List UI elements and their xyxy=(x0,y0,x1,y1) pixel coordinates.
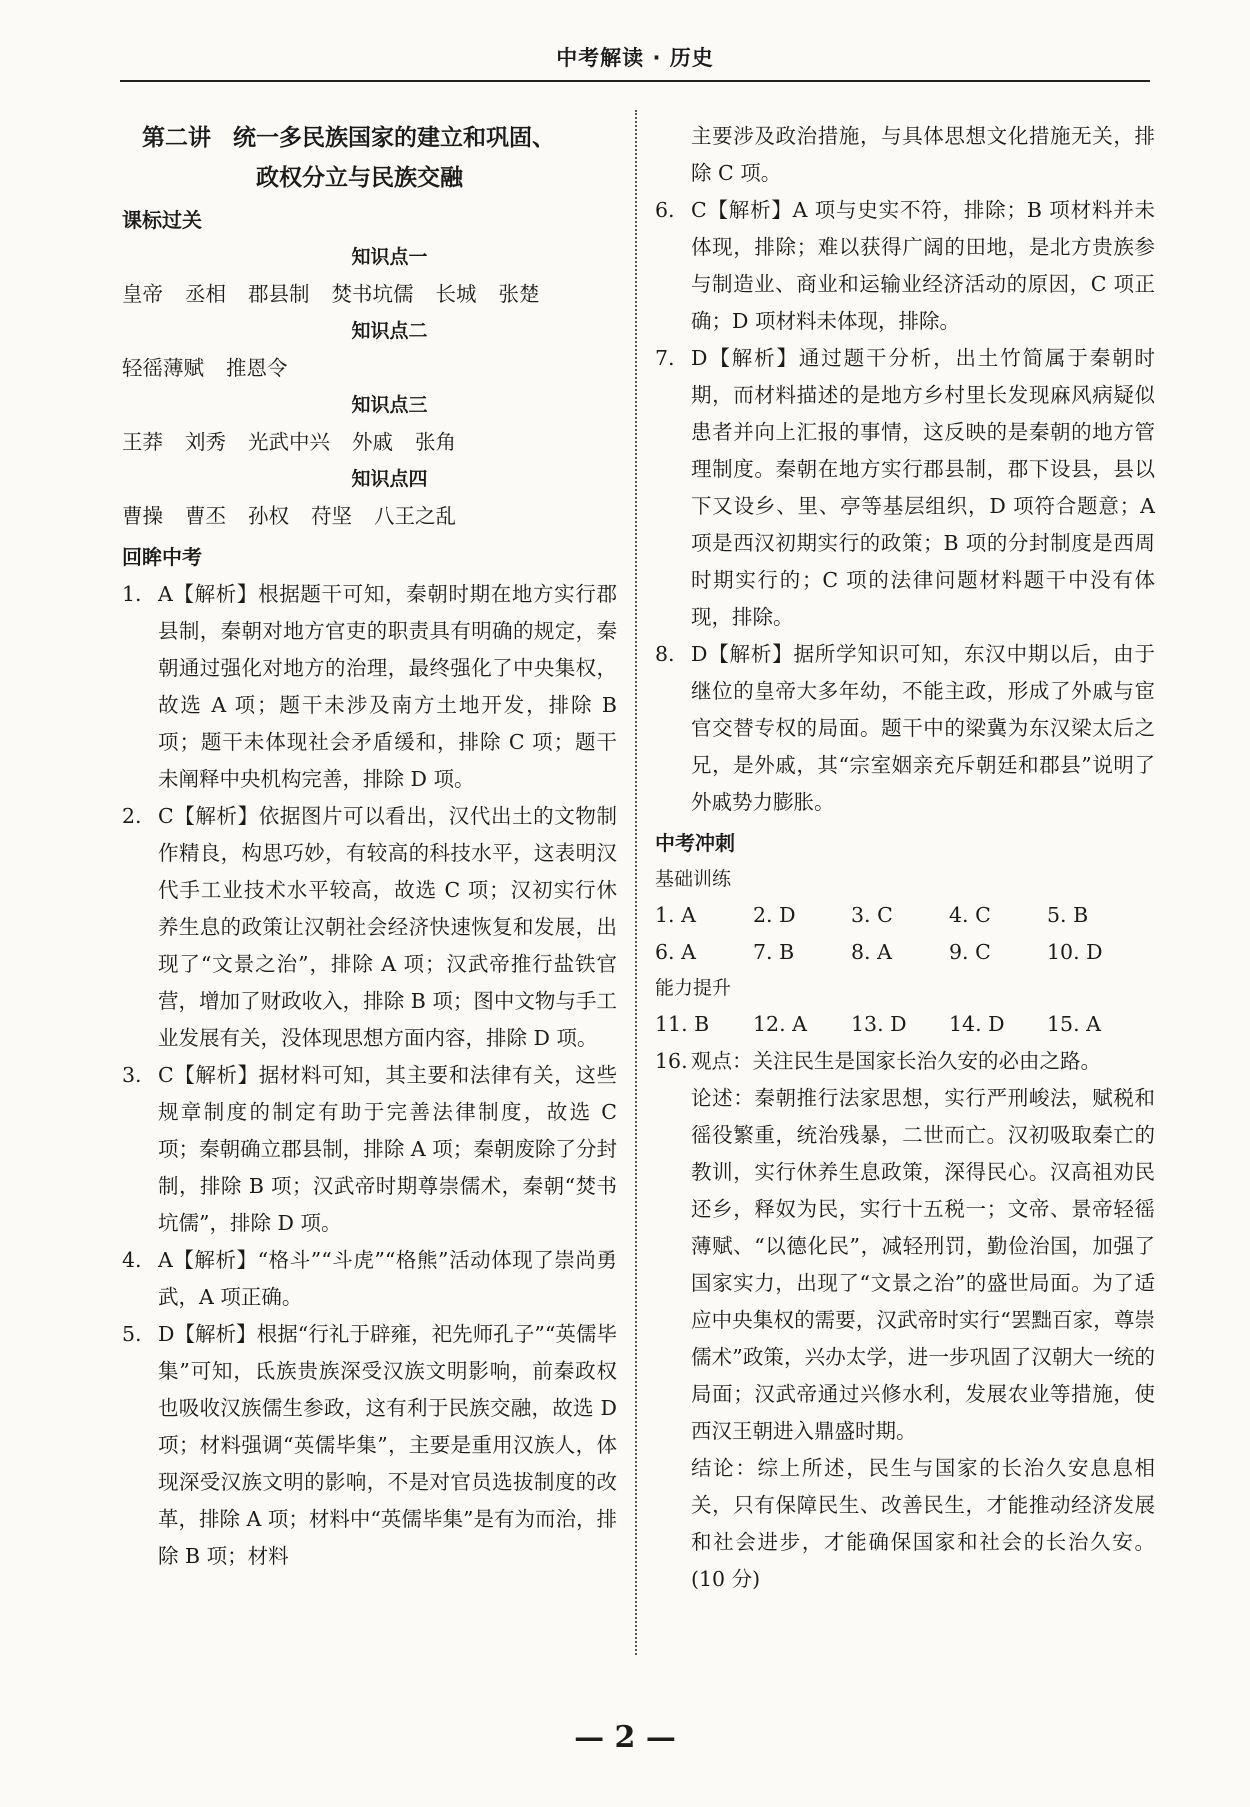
title-line-1: 统一多民族国家的建立和巩固、 xyxy=(233,124,555,151)
answer-item-1 xyxy=(122,576,617,798)
term: 王莽 xyxy=(122,430,163,454)
answer-item-7 xyxy=(655,340,1155,636)
essay-argument: 论述：秦朝推行法家思想，实行严刑峻法，赋税和徭役繁重，统治残暴，二世而亡。汉初吸取秦亡的教训，实行休养生息政策，深得民心。汉高祖劝民还乡，释奴为民，实行十五税一；文帝、景帝轻徭薄赋、“以德化民”，减轻刑罚，勤俭治国，加强了国家实力，出现了“文景之治”的盛世局面。为了适应中央集权的需要，汉武帝时实行“罢黜百家，尊崇儒术”政策，兴办太学，进一步巩固了汉朝大一统的局面；汉武帝通过兴修水利，发展农业等措施，使西汉王朝进入鼎盛时期。 xyxy=(691,1086,1155,1443)
item-text: C【解析】据材料可知，其主要和法律有关，这些规章制度的制定有助于完善法律制度，故选 C 项；秦朝确立郡县制，排除 A 项；秦朝废除了分封制，排除 B 项；汉武帝时期尊崇儒术，秦朝“焚书坑儒”，排除 D 项。 xyxy=(158,1063,617,1235)
answer-cell: 14. D xyxy=(949,1012,1005,1036)
term: 推恩令 xyxy=(226,356,288,380)
item-number: 8. xyxy=(655,642,675,666)
term: 张角 xyxy=(415,430,456,454)
term: 曹操 xyxy=(122,504,163,528)
answer-cell: 6. A xyxy=(655,940,696,964)
answer-cell: 11. B xyxy=(655,1012,710,1036)
answer-item-5-continued: 主要涉及政治措施，与具体思想文化措施无关，排除 C 项。 xyxy=(691,124,1155,185)
term: 轻徭薄赋 xyxy=(122,356,204,380)
item-text: C【解析】A 项与史实不符，排除；B 项材料并未体现，排除；难以获得广阔的田地，是北方贵族参与制造业、商业和运输业经济活动的原因，C 项正确；D 项材料未体现，排除。 xyxy=(691,198,1155,333)
answer-cell: 2. D xyxy=(753,903,796,927)
item-number: 7. xyxy=(655,346,675,370)
item-number: 5. xyxy=(122,1322,142,1346)
item-number: 6. xyxy=(655,198,675,222)
right-column xyxy=(655,118,1155,1598)
term: 长城 xyxy=(435,282,477,306)
lecture-number: 第二讲 xyxy=(142,124,211,151)
page-header: 中考解读 · 历史 xyxy=(556,46,714,70)
answer-cell: 4. C xyxy=(949,903,991,927)
term: 外戚 xyxy=(352,430,393,454)
item-number: 1. xyxy=(122,582,142,606)
essay-item-16 xyxy=(655,1043,1155,1598)
answer-item-4 xyxy=(122,1242,617,1316)
item-number: 2. xyxy=(122,804,142,828)
item-text: C【解析】依据图片可以看出，汉代出土的文物制作精良，构思巧妙，有较高的科技水平，这表明汉代手工业技术水平较高，故选 C 项；汉初实行休养生息的政策让汉朝社会经济快速恢复和发展，出现了“文景之治”，排除 A 项；汉武帝推行盐铁官营，增加了财政收入，排除 B 项；图中文物与手工业发展有关，没体现思想方面内容，排除 D 项。 xyxy=(158,804,617,1050)
page-number: — 2 — xyxy=(574,1720,676,1755)
answer-item-3 xyxy=(122,1057,617,1242)
column-divider xyxy=(635,110,637,1655)
item-number: 3. xyxy=(122,1063,142,1087)
answer-cell: 13. D xyxy=(851,1012,907,1036)
item-text: D【解析】通过题干分析，出土竹简属于秦朝时期，而材料描述的是地方乡村里长发现麻风病疑似患者并向上汇报的事情，这反映的是秦朝的地方管理制度。秦朝在地方实行郡县制，郡下设县，县以下又设乡、里、亭等基层组织，D 项符合题意；A 项是西汉初期实行的政策；B 项的分封制度是西周时期实行的；C 项的法律问题材料题干中没有体现，排除。 xyxy=(691,346,1155,629)
answer-item-6 xyxy=(655,192,1155,340)
answer-cell: 5. B xyxy=(1047,903,1089,927)
answer-item-5 xyxy=(122,1316,617,1575)
header-rule xyxy=(120,80,1150,82)
item-text: D【解析】据所学知识可知，东汉中期以后，由于继位的皇帝大多年幼，不能主政，形成了外戚与宦官交替专权的局面。题干中的梁冀为东汉梁太后之兄，是外戚，其“宗室姻亲充斥朝廷和郡县”说明了外戚势力膨胀。 xyxy=(691,642,1155,814)
essay-viewpoint: 观点：关注民生是国家长治久安的必由之路。 xyxy=(691,1049,1101,1073)
answer-row xyxy=(655,1006,1155,1043)
essay-conclusion: 结论：综上所述，民生与国家的长治久安息息相关，只有保障民生、改善民生，才能推动经济发展和社会进步，才能确保国家和社会的长治久安。(10 分) xyxy=(691,1456,1155,1591)
answer-cell: 10. D xyxy=(1047,940,1103,964)
answer-cell: 8. A xyxy=(851,940,892,964)
answer-cell: 12. A xyxy=(753,1012,807,1036)
answer-item-2 xyxy=(122,798,617,1057)
answer-item-8 xyxy=(655,636,1155,821)
term: 张楚 xyxy=(498,282,540,306)
answer-cell: 15. A xyxy=(1047,1012,1101,1036)
term: 郡县制 xyxy=(248,282,310,306)
left-column xyxy=(122,118,617,1575)
knowledge-point-1-terms xyxy=(122,276,617,313)
section-heading-sprint: 中考冲刺 xyxy=(655,831,735,855)
knowledge-point-3-title: 知识点三 xyxy=(351,394,428,416)
answer-row xyxy=(655,897,1155,934)
term: 八王之乱 xyxy=(374,504,456,528)
basic-training-label: 基础训练 xyxy=(655,868,732,890)
term: 皇帝 xyxy=(122,282,163,306)
item-number: 4. xyxy=(122,1248,142,1272)
term: 丞相 xyxy=(185,282,226,306)
knowledge-point-4-title: 知识点四 xyxy=(351,468,428,490)
answer-row xyxy=(655,934,1155,971)
term: 刘秀 xyxy=(185,430,226,454)
term: 曹丕 xyxy=(185,504,226,528)
item-text: A【解析】根据题干可知，秦朝时期在地方实行郡县制，秦朝对地方官吏的职责具有明确的规定，秦朝通过强化对地方的治理，最终强化了中央集权，故选 A 项；题干未涉及南方土地开发，排除 B 项；题干未体现社会矛盾缓和，排除 C 项；题干未阐释中央机构完善，排除 D 项。 xyxy=(158,582,617,791)
knowledge-point-2-terms xyxy=(122,350,617,387)
item-text: D【解析】根据“行礼于辟雍，祀先师孔子”“英儒毕集”可知，氐族贵族深受汉族文明影响，前秦政权也吸收汉族儒生参政，这有利于民族交融，故选 D 项；材料强调“英儒毕集”，主要是重用汉族人，体现深受汉族文明的影响，不是对官员选拔制度的改革，排除 A 项；材料中“英儒毕集”是有为而治，排除 B 项；材料 xyxy=(158,1322,617,1568)
title-line-2: 政权分立与民族交融 xyxy=(256,164,463,191)
answer-cell: 9. C xyxy=(949,940,991,964)
knowledge-point-3-terms xyxy=(122,424,617,461)
term: 光武中兴 xyxy=(248,430,330,454)
ability-improvement-label: 能力提升 xyxy=(655,977,732,999)
knowledge-point-1-title: 知识点一 xyxy=(351,246,428,268)
term: 苻坚 xyxy=(311,504,352,528)
knowledge-point-2-title: 知识点二 xyxy=(351,320,428,342)
term: 孙权 xyxy=(248,504,289,528)
section-heading-standards: 课标过关 xyxy=(122,208,202,232)
item-number: 16. xyxy=(655,1049,688,1073)
knowledge-point-4-terms xyxy=(122,498,617,535)
section-heading-review: 回眸中考 xyxy=(122,545,202,569)
item-text: A【解析】“格斗”“斗虎”“格熊”活动体现了崇尚勇武，A 项正确。 xyxy=(158,1248,617,1309)
answer-cell: 7. B xyxy=(753,940,795,964)
lesson-title xyxy=(122,118,617,198)
answer-cell: 3. C xyxy=(851,903,893,927)
answer-cell: 1. A xyxy=(655,903,696,927)
term: 焚书坑儒 xyxy=(331,282,414,306)
